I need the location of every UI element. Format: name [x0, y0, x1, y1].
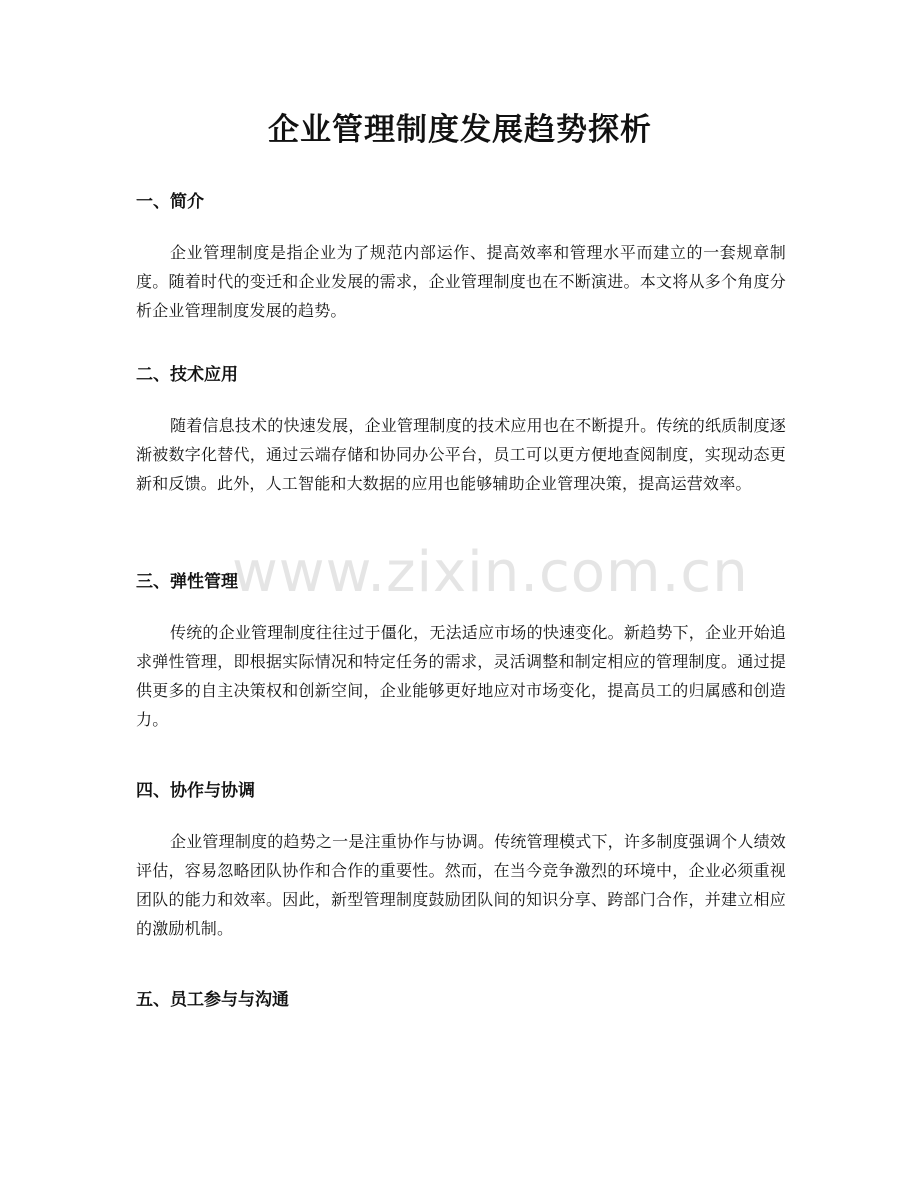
section-flexible-management	[136, 568, 786, 734]
section-heading: 五、员工参与与沟通	[136, 990, 289, 1010]
section-paragraph: 企业管理制度是指企业为了规范内部运作、提高效率和管理水平而建立的一套规章制度。随着时代的变迁和企业发展的需求，企业管理制度也在不断演进。本文将从多个角度分析企业管理制度发展的趋势。	[136, 243, 786, 320]
section-collaboration	[136, 777, 786, 943]
section-heading: 三、弹性管理	[136, 572, 238, 592]
section-participation	[136, 986, 786, 1014]
page-title: 企业管理制度发展趋势探析	[268, 112, 652, 148]
section-heading: 四、协作与协调	[136, 781, 255, 801]
section-paragraph: 企业管理制度的趋势之一是注重协作与协调。传统管理模式下，许多制度强调个人绩效评估，容易忽略团队协作和合作的重要性。然而，在当今竞争激烈的环境中，企业必须重视团队的能力和效率。因此，新型管理制度鼓励团队间的知识分享、跨部门合作，并建立相应的激励机制。	[136, 832, 786, 938]
section-paragraph: 传统的企业管理制度往往过于僵化，无法适应市场的快速变化。新趋势下，企业开始追求弹性管理，即根据实际情况和特定任务的需求，灵活调整和制定相应的管理制度。通过提供更多的自主决策权和创新空间，企业能够更好地应对市场变化，提高员工的归属感和创造力。	[136, 623, 786, 729]
section-heading: 一、简介	[136, 192, 204, 212]
watermark: www.zixin.com.cn	[232, 540, 749, 605]
section-intro	[136, 188, 786, 325]
section-technology	[136, 361, 786, 498]
section-paragraph: 随着信息技术的快速发展，企业管理制度的技术应用也在不断提升。传统的纸质制度逐渐被数字化替代，通过云端存储和协同办公平台，员工可以更方便地查阅制度，实现动态更新和反馈。此外，人工智能和大数据的应用也能够辅助企业管理决策，提高运营效率。	[136, 416, 786, 493]
section-heading: 二、技术应用	[136, 365, 238, 385]
